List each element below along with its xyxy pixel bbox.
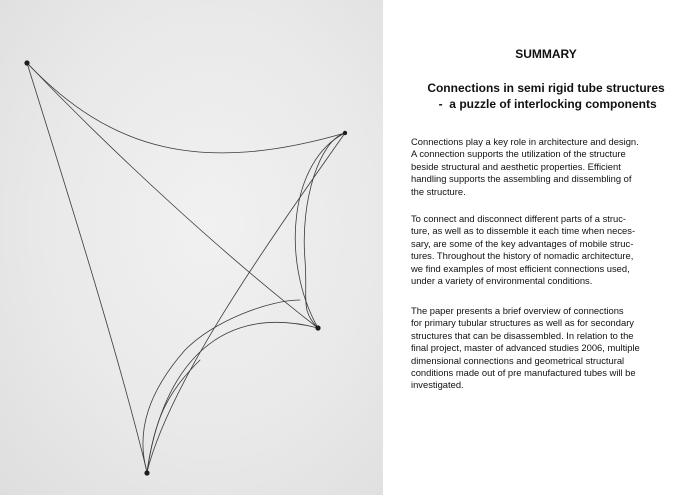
wire-top-arc	[27, 63, 345, 153]
paragraph-1-line: A connection supports the utilization of the structure	[411, 148, 626, 160]
node-top-left	[24, 60, 29, 65]
paragraph-2-line: tures. Throughout the history of nomadic architecture,	[411, 250, 634, 262]
paragraph-3-line: structures that can be disassembled. In relation to the	[411, 329, 634, 341]
paragraph-3-line: for primary tubular structures as well as for secondary	[411, 317, 634, 329]
paragraph-2-line: we find examples of most efficient connections used,	[411, 262, 630, 274]
wire-bottom-loop-2	[147, 360, 200, 472]
wire-bottom-long	[147, 133, 345, 472]
wire-bottom-right	[147, 322, 318, 472]
wire-left-long	[27, 63, 147, 472]
paragraph-2-line: sary, are some of the key advantages of mobile struc-	[411, 237, 634, 249]
wire-bottom-loop	[143, 300, 300, 472]
paragraph-3-line: The paper presents a brief overview of connections	[411, 305, 624, 316]
node-lower-right	[315, 325, 320, 330]
paragraph-3-line: conditions made out of pre manufactured tubes will be	[411, 367, 636, 379]
wire-diagonal	[27, 63, 318, 328]
paragraph-3-line: dimensional connections and geometrical structural	[411, 354, 625, 366]
wire-right-drop	[295, 133, 345, 328]
title-line-2: - a puzzle of interlocking components	[435, 97, 657, 111]
paragraph-1-line: Connections play a key role in architecture and design.	[411, 136, 639, 147]
paragraph-1-line: beside structural and aesthetic properties. Efficient	[411, 160, 621, 172]
node-bottom	[144, 470, 149, 475]
paragraph-2	[411, 213, 683, 287]
title-line-1: Connections in semi rigid tube structures	[427, 81, 665, 95]
paragraph-2-line: ture, as well as to dissemble it each time when neces-	[411, 225, 636, 237]
paragraph-2-line: To connect and disconnect different parts of a struc-	[411, 213, 627, 224]
summary-heading: SUMMARY	[515, 47, 577, 61]
paragraph-1-line: the structure.	[411, 185, 466, 197]
paragraph-1-line: handling supports the assembling and dissembling of	[411, 173, 632, 185]
paragraph-2-line: under a variety of environmental conditions.	[411, 275, 593, 287]
node-right	[343, 131, 347, 135]
paragraph-3-line: final project, master of advanced studies 2006, multiple	[411, 342, 640, 354]
summary-title	[411, 80, 681, 112]
paragraph-3	[411, 305, 683, 392]
paragraph-3-line: investigated.	[411, 379, 464, 391]
paragraph-1	[411, 136, 683, 198]
